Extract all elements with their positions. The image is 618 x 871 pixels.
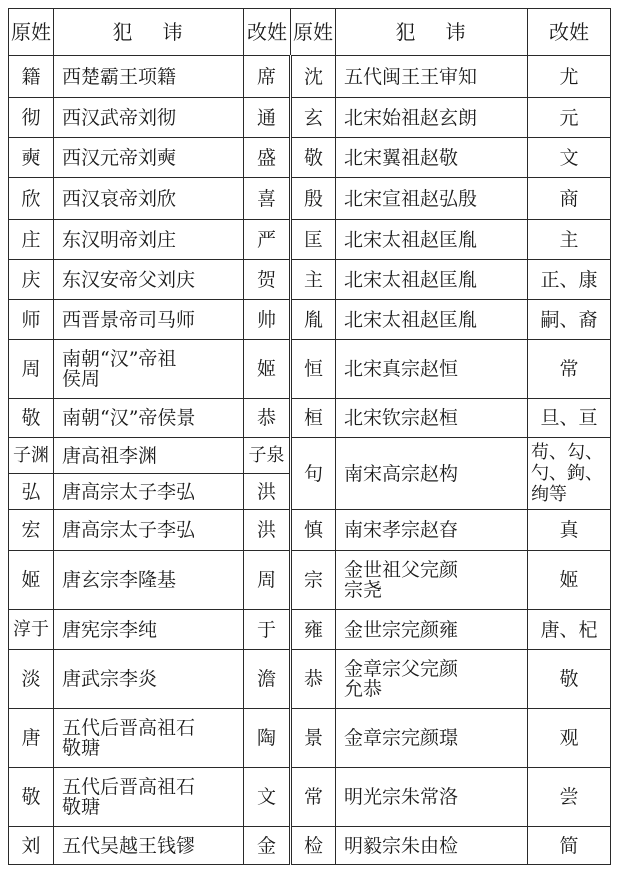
- taboo-surname-table-container: [8, 8, 610, 865]
- header-original-surname-right: 原姓: [291, 9, 336, 56]
- orig-surname: 胤: [291, 300, 336, 340]
- orig-surname: 彻: [9, 98, 54, 138]
- table-row: [9, 399, 611, 438]
- new-line-3: 绚等: [531, 484, 567, 505]
- taboo-name: 南朝“汉”帝侯景: [54, 399, 244, 438]
- taboo-name: 西楚霸王项籍: [54, 56, 244, 98]
- orig-surname: 淡: [9, 650, 54, 709]
- taboo-name: 北宋始祖赵玄朗: [336, 98, 528, 138]
- table-row: [9, 220, 611, 260]
- taboo-name: 明毅宗朱由检: [336, 827, 528, 865]
- orig-surname: 宗: [291, 551, 336, 610]
- new-surname: 子泉: [244, 438, 291, 474]
- orig-surname: 沈: [291, 56, 336, 98]
- taboo-name: 唐高祖李渊: [54, 438, 244, 474]
- new-line-1: 苟、勾、: [531, 442, 603, 463]
- new-surname: 元: [528, 98, 611, 138]
- new-surname: 敬: [528, 650, 611, 709]
- table-row: [9, 768, 611, 827]
- taboo-name: 西晋景帝司马师: [54, 300, 244, 340]
- orig-surname: 玄: [291, 98, 336, 138]
- orig-surname: 检: [291, 827, 336, 865]
- header-original-surname: 原姓: [9, 9, 54, 56]
- orig-surname: 恒: [291, 340, 336, 399]
- taboo-name: 南宋高宗赵构: [336, 438, 528, 510]
- new-surname: 洪: [244, 474, 291, 510]
- new-surname: 简: [528, 827, 611, 865]
- orig-surname: 庆: [9, 260, 54, 300]
- taboo-name: 唐宪宗李纯: [54, 610, 244, 650]
- taboo-name: 北宋宣祖赵弘殷: [336, 178, 528, 220]
- new-surname: 盛: [244, 138, 291, 178]
- taboo-name: [54, 768, 244, 827]
- orig-surname: 恭: [291, 650, 336, 709]
- table-row: [9, 300, 611, 340]
- taboo-name: 明光宗朱常洛: [336, 768, 528, 827]
- new-line-2: 勺、鉤、: [531, 463, 603, 484]
- taboo-name: [54, 709, 244, 768]
- orig-surname: 淳于: [9, 610, 54, 650]
- table-row: [9, 98, 611, 138]
- orig-surname: 刘: [9, 827, 54, 865]
- orig-surname: 师: [9, 300, 54, 340]
- new-surname: 姬: [528, 551, 611, 610]
- orig-surname: 籍: [9, 56, 54, 98]
- new-surname: 金: [244, 827, 291, 865]
- new-surname: 严: [244, 220, 291, 260]
- orig-surname: 宏: [9, 510, 54, 551]
- table-row: [9, 551, 611, 610]
- header-changed-surname: 改姓: [244, 9, 291, 56]
- taboo-name: 唐高宗太子李弘: [54, 510, 244, 551]
- new-surname: 喜: [244, 178, 291, 220]
- orig-surname: 主: [291, 260, 336, 300]
- new-surname: 澹: [244, 650, 291, 709]
- orig-surname: 敬: [9, 399, 54, 438]
- orig-surname: 唐: [9, 709, 54, 768]
- table-row: [9, 260, 611, 300]
- new-surname: 唐、杞: [528, 610, 611, 650]
- table-row: [9, 827, 611, 865]
- table-row: [9, 510, 611, 551]
- taboo-name: 北宋太祖赵匡胤: [336, 300, 528, 340]
- orig-surname: 周: [9, 340, 54, 399]
- orig-surname: 匡: [291, 220, 336, 260]
- header-row: [9, 9, 611, 56]
- new-surname: 旦、亘: [528, 399, 611, 438]
- orig-surname: 奭: [9, 138, 54, 178]
- orig-surname: 慎: [291, 510, 336, 551]
- taboo-surname-table: [8, 8, 611, 865]
- new-surname: 帅: [244, 300, 291, 340]
- orig-surname: 庄: [9, 220, 54, 260]
- table-row: [9, 650, 611, 709]
- table-row: [9, 56, 611, 98]
- taboo-name: 东汉明帝刘庄: [54, 220, 244, 260]
- orig-surname: 殷: [291, 178, 336, 220]
- new-surname: 恭: [244, 399, 291, 438]
- taboo-name: 金世宗完颜雍: [336, 610, 528, 650]
- new-surname: 尝: [528, 768, 611, 827]
- new-surname: 洪: [244, 510, 291, 551]
- orig-surname: 句: [291, 438, 336, 510]
- taboo-line-2: 敬瑭: [62, 796, 101, 818]
- taboo-line-2: 宗尧: [344, 579, 383, 601]
- taboo-line-2: 允恭: [344, 678, 383, 700]
- taboo-name: 北宋真宗赵恒: [336, 340, 528, 399]
- taboo-name: 唐高宗太子李弘: [54, 474, 244, 510]
- taboo-name: [336, 650, 528, 709]
- header-taboo: 犯讳: [54, 9, 244, 56]
- taboo-name: 西汉武帝刘彻: [54, 98, 244, 138]
- taboo-name: [336, 551, 528, 610]
- orig-surname: 常: [291, 768, 336, 827]
- new-surname: 真: [528, 510, 611, 551]
- orig-surname: 敬: [291, 138, 336, 178]
- new-surname: 陶: [244, 709, 291, 768]
- taboo-line-2: 敬瑭: [62, 737, 101, 759]
- table-row: [9, 340, 611, 399]
- taboo-name: 北宋翼祖赵敬: [336, 138, 528, 178]
- taboo-name: 五代吴越王钱镠: [54, 827, 244, 865]
- taboo-name: 西汉哀帝刘欣: [54, 178, 244, 220]
- orig-surname: 雍: [291, 610, 336, 650]
- new-surname: 贺: [244, 260, 291, 300]
- taboo-name: 北宋太祖赵匡胤: [336, 220, 528, 260]
- orig-surname: 子渊: [9, 438, 54, 474]
- taboo-line-2: 侯周: [62, 368, 101, 390]
- header-changed-surname-right: 改姓: [528, 9, 611, 56]
- new-surname: 主: [528, 220, 611, 260]
- new-surname: 于: [244, 610, 291, 650]
- new-surname: 姬: [244, 340, 291, 399]
- taboo-name: 五代闽王王审知: [336, 56, 528, 98]
- taboo-line-1: 南朝“汉”帝祖: [62, 348, 177, 370]
- new-surname: 尤: [528, 56, 611, 98]
- new-surname: 文: [528, 138, 611, 178]
- taboo-line-1: 五代后晋高祖石: [62, 776, 196, 798]
- header-taboo-right: 犯讳: [336, 9, 528, 56]
- orig-surname: 姬: [9, 551, 54, 610]
- taboo-name: 东汉安帝父刘庆: [54, 260, 244, 300]
- new-surname: 通: [244, 98, 291, 138]
- table-row: [9, 138, 611, 178]
- taboo-line-1: 五代后晋高祖石: [62, 717, 196, 739]
- table-row: [9, 178, 611, 220]
- orig-surname: 桓: [291, 399, 336, 438]
- new-surname: 文: [244, 768, 291, 827]
- taboo-name: 南宋孝宗赵昚: [336, 510, 528, 551]
- new-surname: 常: [528, 340, 611, 399]
- table-row: [9, 610, 611, 650]
- new-surname: 正、康: [528, 260, 611, 300]
- orig-surname: 弘: [9, 474, 54, 510]
- new-surname: 周: [244, 551, 291, 610]
- taboo-name: 西汉元帝刘奭: [54, 138, 244, 178]
- taboo-line-1: 金世祖父完颜: [344, 559, 459, 581]
- table-row: [9, 438, 611, 474]
- taboo-name: [54, 340, 244, 399]
- taboo-name: 北宋太祖赵匡胤: [336, 260, 528, 300]
- new-surname: 席: [244, 56, 291, 98]
- orig-surname: 敬: [9, 768, 54, 827]
- taboo-name: 唐武宗李炎: [54, 650, 244, 709]
- new-surname: 商: [528, 178, 611, 220]
- orig-surname: 景: [291, 709, 336, 768]
- table-row: [9, 709, 611, 768]
- taboo-name: 唐玄宗李隆基: [54, 551, 244, 610]
- taboo-line-1: 金章宗父完颜: [344, 658, 459, 680]
- orig-surname: 欣: [9, 178, 54, 220]
- taboo-name: 金章宗完颜璟: [336, 709, 528, 768]
- new-surname: 观: [528, 709, 611, 768]
- new-surname: [528, 438, 611, 510]
- new-surname: 嗣、裔: [528, 300, 611, 340]
- taboo-name: 北宋钦宗赵桓: [336, 399, 528, 438]
